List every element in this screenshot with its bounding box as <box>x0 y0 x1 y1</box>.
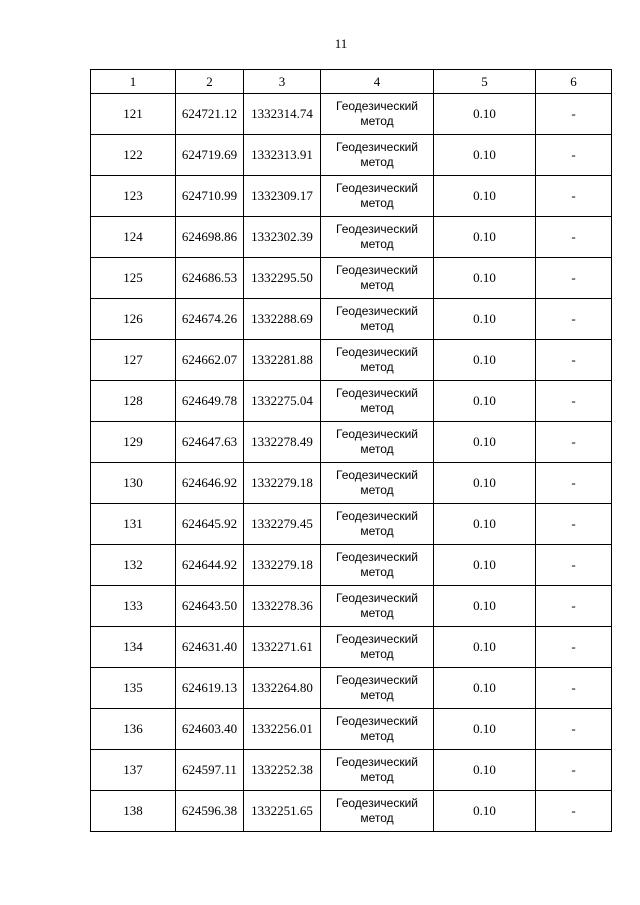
method-cell <box>321 709 434 750</box>
method-text-line1: Геодезический <box>336 386 418 400</box>
table-header-row <box>91 70 612 94</box>
method-text-line1: Геодезический <box>336 509 418 523</box>
coordinate-x-cell: 624721.12 <box>176 94 244 135</box>
coordinate-y-cell: 1332275.04 <box>244 381 321 422</box>
method-cell <box>321 545 434 586</box>
method-cell <box>321 381 434 422</box>
table-row <box>91 135 612 176</box>
table-row <box>91 422 612 463</box>
accuracy-cell: 0.10 <box>434 176 536 217</box>
note-cell: - <box>536 176 612 217</box>
accuracy-cell: 0.10 <box>434 340 536 381</box>
point-number-cell: 123 <box>91 176 176 217</box>
method-text-line2: метод <box>360 319 394 333</box>
point-number-cell: 122 <box>91 135 176 176</box>
coordinate-y-cell: 1332264.80 <box>244 668 321 709</box>
method-text-line1: Геодезический <box>336 345 418 359</box>
coordinates-table <box>90 69 612 832</box>
point-number-cell: 136 <box>91 709 176 750</box>
accuracy-cell: 0.10 <box>434 299 536 340</box>
accuracy-cell: 0.10 <box>434 94 536 135</box>
method-text-line1: Геодезический <box>336 632 418 646</box>
method-cell <box>321 627 434 668</box>
note-cell: - <box>536 586 612 627</box>
coordinate-x-cell: 624662.07 <box>176 340 244 381</box>
method-cell <box>321 668 434 709</box>
method-cell <box>321 135 434 176</box>
note-cell: - <box>536 340 612 381</box>
note-cell: - <box>536 709 612 750</box>
coordinate-y-cell: 1332288.69 <box>244 299 321 340</box>
method-text-line2: метод <box>360 442 394 456</box>
method-cell <box>321 340 434 381</box>
method-text-line2: метод <box>360 606 394 620</box>
table-row <box>91 299 612 340</box>
method-cell <box>321 791 434 832</box>
method-text-line2: метод <box>360 155 394 169</box>
table-body <box>91 70 612 832</box>
point-number-cell: 125 <box>91 258 176 299</box>
method-text-line2: метод <box>360 278 394 292</box>
coordinate-x-cell: 624649.78 <box>176 381 244 422</box>
coordinate-y-cell: 1332278.36 <box>244 586 321 627</box>
method-cell <box>321 463 434 504</box>
page-number: 11 <box>334 36 348 51</box>
coordinate-y-cell: 1332251.65 <box>244 791 321 832</box>
note-cell: - <box>536 504 612 545</box>
note-cell: - <box>536 258 612 299</box>
coordinate-x-cell: 624644.92 <box>176 545 244 586</box>
table-row <box>91 340 612 381</box>
note-cell: - <box>536 422 612 463</box>
method-text-line2: метод <box>360 196 394 210</box>
method-text-line2: метод <box>360 401 394 415</box>
table-row <box>91 709 612 750</box>
table-row <box>91 94 612 135</box>
coordinate-x-cell: 624719.69 <box>176 135 244 176</box>
point-number-cell: 128 <box>91 381 176 422</box>
point-number-cell: 126 <box>91 299 176 340</box>
accuracy-cell: 0.10 <box>434 545 536 586</box>
note-cell: - <box>536 381 612 422</box>
point-number-cell: 130 <box>91 463 176 504</box>
accuracy-cell: 0.10 <box>434 627 536 668</box>
method-cell <box>321 94 434 135</box>
method-text-line2: метод <box>360 237 394 251</box>
accuracy-cell: 0.10 <box>434 668 536 709</box>
table-row <box>91 750 612 791</box>
note-cell: - <box>536 791 612 832</box>
coordinate-y-cell: 1332279.45 <box>244 504 321 545</box>
coordinate-x-cell: 624596.38 <box>176 791 244 832</box>
note-cell: - <box>536 545 612 586</box>
table-row <box>91 627 612 668</box>
method-text-line1: Геодезический <box>336 591 418 605</box>
method-text-line2: метод <box>360 729 394 743</box>
point-number-cell: 135 <box>91 668 176 709</box>
coordinate-y-cell: 1332295.50 <box>244 258 321 299</box>
method-text-line1: Геодезический <box>336 796 418 810</box>
table-row <box>91 791 612 832</box>
coordinate-x-cell: 624698.86 <box>176 217 244 258</box>
method-cell <box>321 176 434 217</box>
coordinate-y-cell: 1332313.91 <box>244 135 321 176</box>
method-text-line2: метод <box>360 483 394 497</box>
method-cell <box>321 422 434 463</box>
coordinate-y-cell: 1332278.49 <box>244 422 321 463</box>
column-header: 1 <box>91 70 176 94</box>
accuracy-cell: 0.10 <box>434 381 536 422</box>
table-row <box>91 258 612 299</box>
point-number-cell: 137 <box>91 750 176 791</box>
method-text-line1: Геодезический <box>336 304 418 318</box>
method-text-line1: Геодезический <box>336 222 418 236</box>
coordinate-x-cell: 624710.99 <box>176 176 244 217</box>
method-text-line1: Геодезический <box>336 99 418 113</box>
coordinate-y-cell: 1332279.18 <box>244 545 321 586</box>
coordinate-x-cell: 624674.26 <box>176 299 244 340</box>
accuracy-cell: 0.10 <box>434 258 536 299</box>
method-text-line2: метод <box>360 360 394 374</box>
column-header: 4 <box>321 70 434 94</box>
note-cell: - <box>536 750 612 791</box>
coordinate-x-cell: 624646.92 <box>176 463 244 504</box>
method-text-line2: метод <box>360 114 394 128</box>
table-row <box>91 545 612 586</box>
coordinate-x-cell: 624643.50 <box>176 586 244 627</box>
coordinate-x-cell: 624619.13 <box>176 668 244 709</box>
note-cell: - <box>536 299 612 340</box>
note-cell: - <box>536 627 612 668</box>
coordinate-x-cell: 624686.53 <box>176 258 244 299</box>
coordinate-x-cell: 624647.63 <box>176 422 244 463</box>
point-number-cell: 127 <box>91 340 176 381</box>
method-text-line1: Геодезический <box>336 550 418 564</box>
column-header: 2 <box>176 70 244 94</box>
method-text-line2: метод <box>360 770 394 784</box>
method-text-line2: метод <box>360 565 394 579</box>
point-number-cell: 124 <box>91 217 176 258</box>
accuracy-cell: 0.10 <box>434 463 536 504</box>
note-cell: - <box>536 668 612 709</box>
table-row <box>91 504 612 545</box>
method-text-line1: Геодезический <box>336 140 418 154</box>
column-header: 6 <box>536 70 612 94</box>
column-header: 3 <box>244 70 321 94</box>
method-text-line1: Геодезический <box>336 673 418 687</box>
method-text-line1: Геодезический <box>336 263 418 277</box>
method-cell <box>321 217 434 258</box>
method-text-line2: метод <box>360 688 394 702</box>
method-text-line2: метод <box>360 811 394 825</box>
method-cell <box>321 504 434 545</box>
method-text-line1: Геодезический <box>336 714 418 728</box>
accuracy-cell: 0.10 <box>434 422 536 463</box>
coordinate-y-cell: 1332314.74 <box>244 94 321 135</box>
coordinate-y-cell: 1332252.38 <box>244 750 321 791</box>
accuracy-cell: 0.10 <box>434 217 536 258</box>
method-text-line1: Геодезический <box>336 181 418 195</box>
method-text-line2: метод <box>360 647 394 661</box>
method-text-line1: Геодезический <box>336 755 418 769</box>
method-text-line1: Геодезический <box>336 468 418 482</box>
point-number-cell: 133 <box>91 586 176 627</box>
point-number-cell: 134 <box>91 627 176 668</box>
note-cell: - <box>536 463 612 504</box>
coordinate-y-cell: 1332309.17 <box>244 176 321 217</box>
coordinate-x-cell: 624631.40 <box>176 627 244 668</box>
accuracy-cell: 0.10 <box>434 586 536 627</box>
method-text-line1: Геодезический <box>336 427 418 441</box>
point-number-cell: 138 <box>91 791 176 832</box>
table-row <box>91 463 612 504</box>
table-row <box>91 381 612 422</box>
coordinate-y-cell: 1332271.61 <box>244 627 321 668</box>
point-number-cell: 121 <box>91 94 176 135</box>
coordinate-x-cell: 624597.11 <box>176 750 244 791</box>
point-number-cell: 129 <box>91 422 176 463</box>
table-row <box>91 217 612 258</box>
column-header: 5 <box>434 70 536 94</box>
coordinate-y-cell: 1332281.88 <box>244 340 321 381</box>
coordinate-x-cell: 624603.40 <box>176 709 244 750</box>
note-cell: - <box>536 217 612 258</box>
coordinate-y-cell: 1332279.18 <box>244 463 321 504</box>
coordinate-x-cell: 624645.92 <box>176 504 244 545</box>
coordinate-y-cell: 1332302.39 <box>244 217 321 258</box>
accuracy-cell: 0.10 <box>434 135 536 176</box>
point-number-cell: 132 <box>91 545 176 586</box>
note-cell: - <box>536 94 612 135</box>
method-cell <box>321 586 434 627</box>
accuracy-cell: 0.10 <box>434 791 536 832</box>
accuracy-cell: 0.10 <box>434 504 536 545</box>
method-cell <box>321 258 434 299</box>
accuracy-cell: 0.10 <box>434 709 536 750</box>
table-row <box>91 668 612 709</box>
coordinate-y-cell: 1332256.01 <box>244 709 321 750</box>
accuracy-cell: 0.10 <box>434 750 536 791</box>
point-number-cell: 131 <box>91 504 176 545</box>
table-row <box>91 176 612 217</box>
table-row <box>91 586 612 627</box>
method-text-line2: метод <box>360 524 394 538</box>
method-cell <box>321 299 434 340</box>
method-cell <box>321 750 434 791</box>
note-cell: - <box>536 135 612 176</box>
